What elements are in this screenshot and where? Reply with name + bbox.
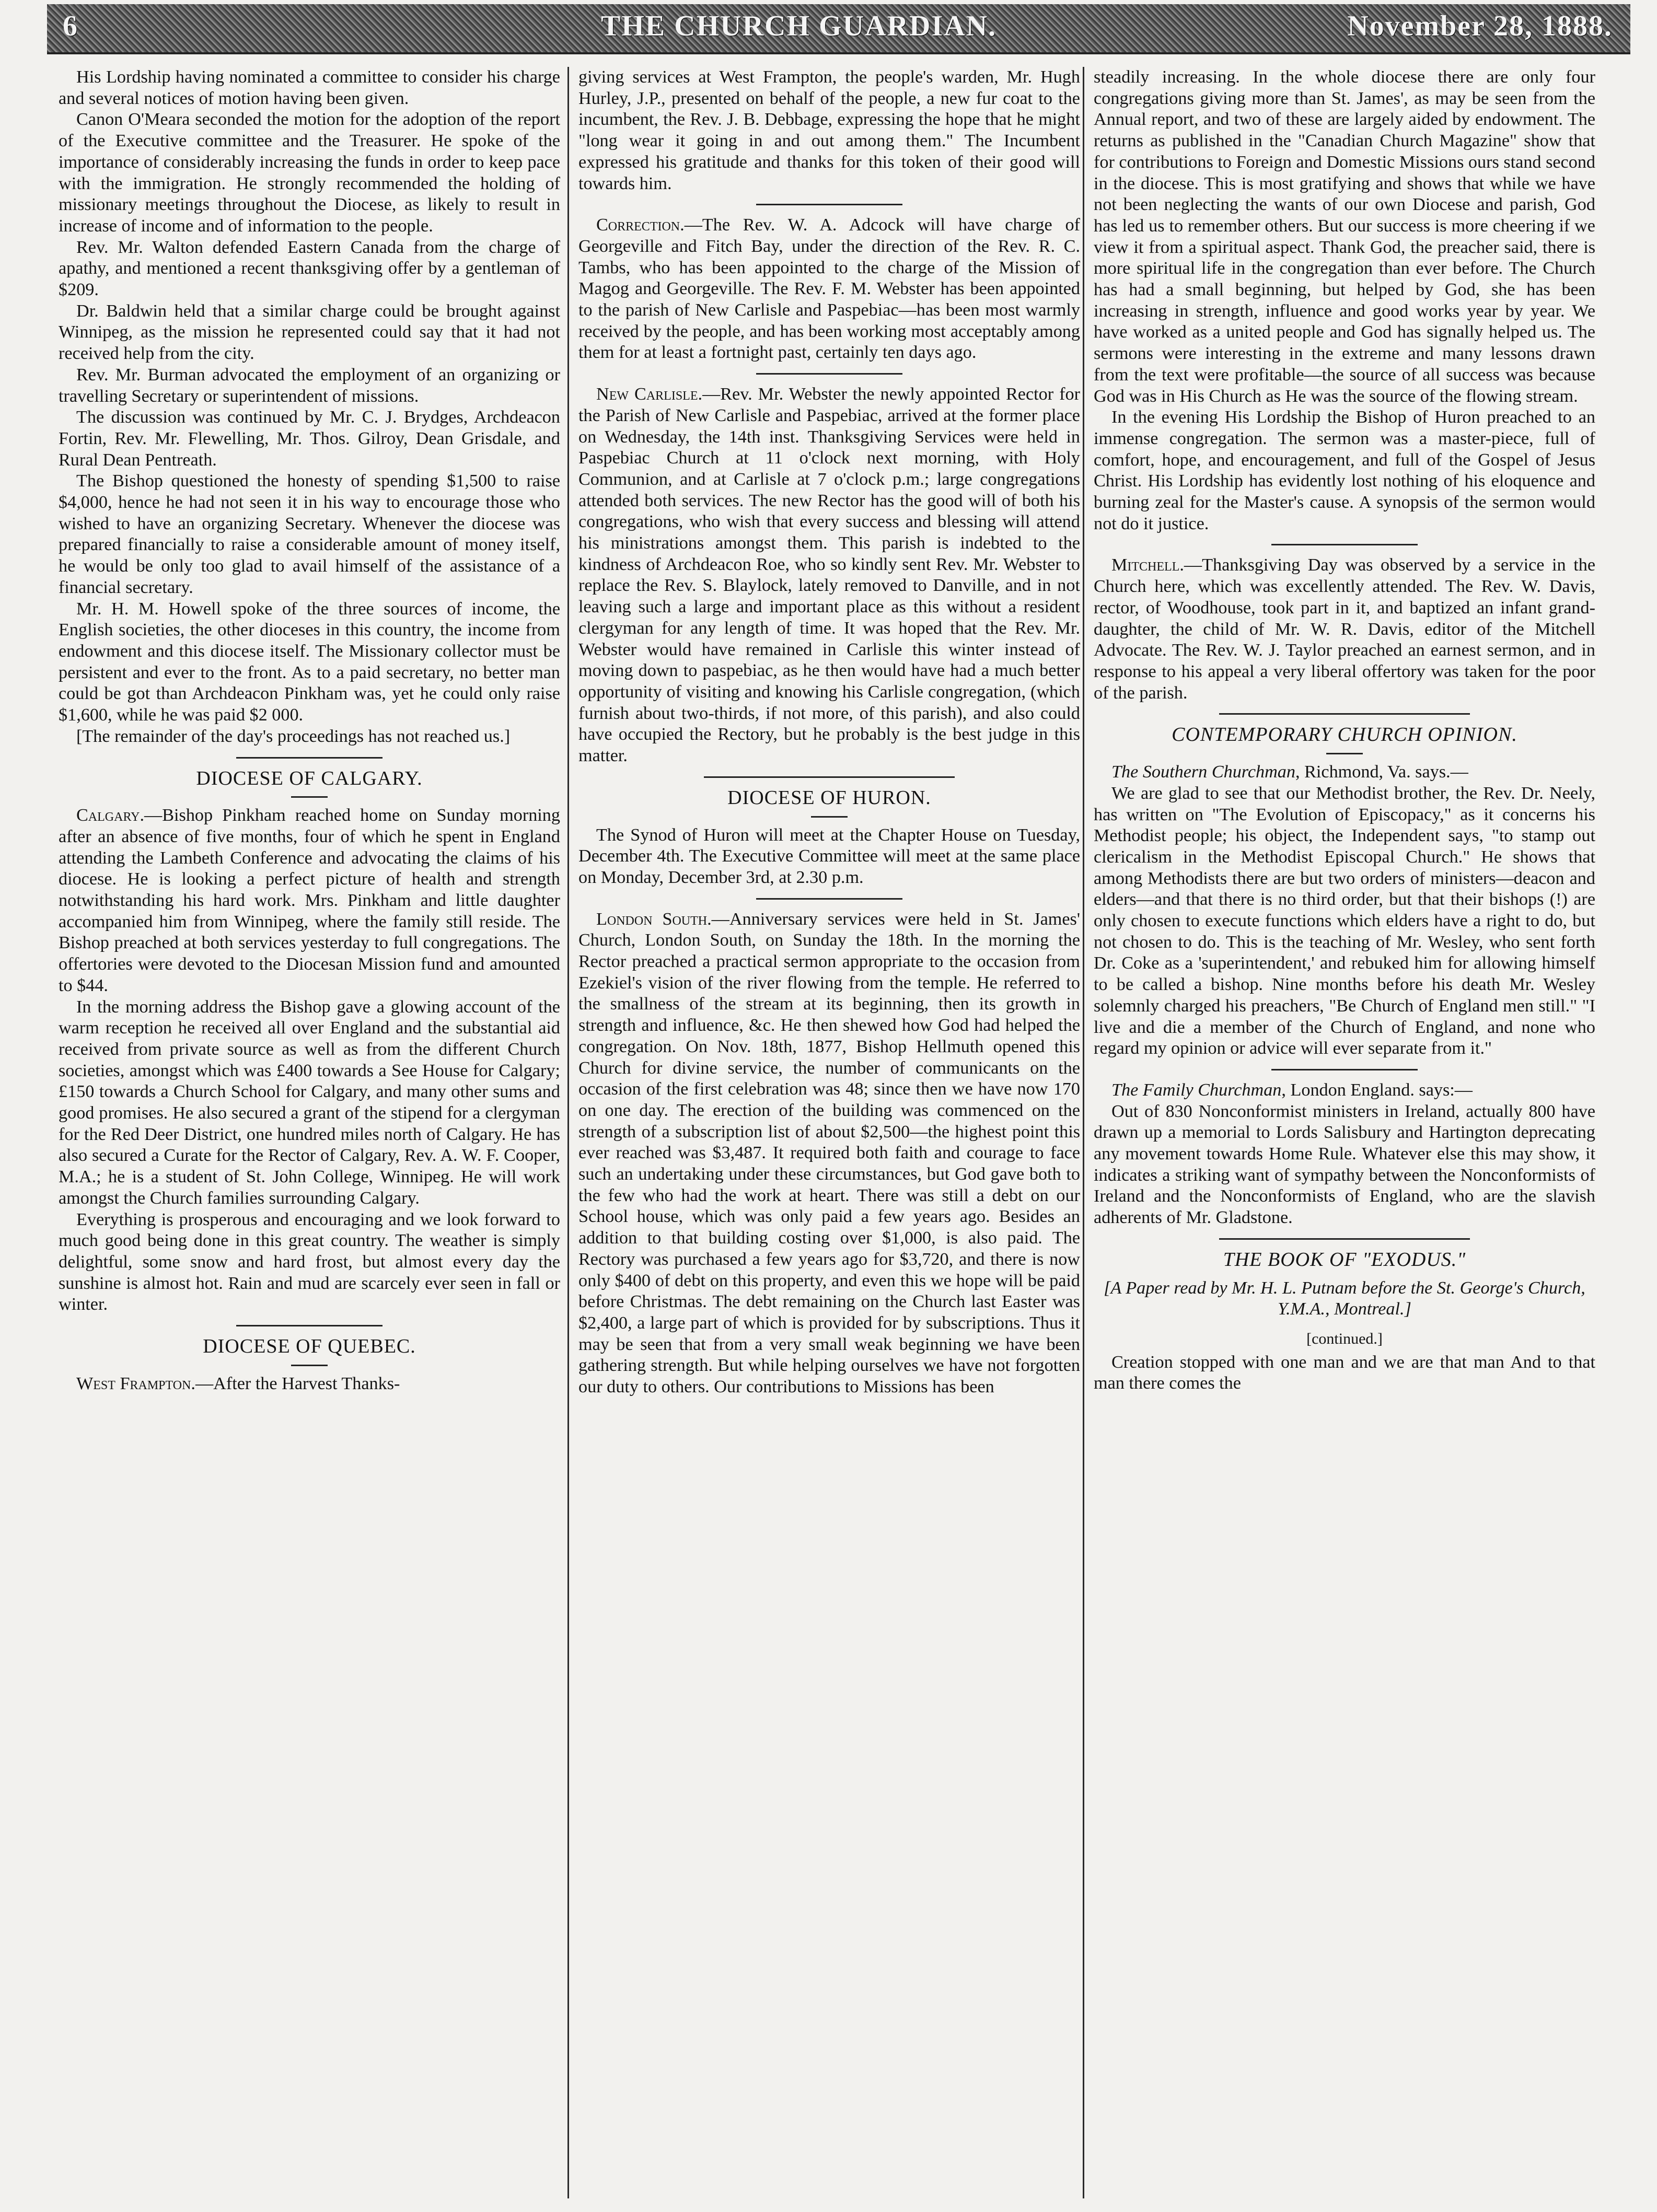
column-rule-2 bbox=[1083, 67, 1084, 2198]
publication-name: The Southern Churchman bbox=[1111, 762, 1295, 782]
paragraph: Dr. Baldwin held that a similar charge could be brought against Winnipeg, as the mission he represented could say that it had not received help from the city. bbox=[59, 301, 560, 364]
paragraph: Everything is prosperous and encouraging and we look forward to much good being done in this great country. The weather is simply delightful, some snow and hard frost, but almost every day the sunshine is almost hot. Rain and mud are scarcely ever seen in fall or winter. bbox=[59, 1209, 560, 1314]
continued-note: [continued.] bbox=[1306, 1330, 1383, 1347]
section-heading-quebec: DIOCESE OF QUEBEC. bbox=[203, 1335, 416, 1358]
section-heading-huron: DIOCESE OF HURON. bbox=[727, 786, 931, 809]
heading-underline bbox=[1326, 753, 1363, 754]
masthead bbox=[47, 4, 1630, 54]
dateline: Calgary. bbox=[76, 806, 145, 825]
dateline: Correction. bbox=[596, 215, 685, 235]
paragraph: West Frampton.—After the Harvest Thanks- bbox=[76, 1373, 400, 1393]
heading-underline bbox=[811, 816, 848, 818]
section-heading-opinion: CONTEMPORARY CHURCH OPINION. bbox=[1172, 724, 1517, 746]
paragraph: Rev. Mr. Walton defended Eastern Canada from the charge of apathy, and mentioned a recent thanksgiving offer by a gentleman of $209. bbox=[59, 237, 560, 300]
paragraph: The Synod of Huron will meet at the Chapter House on Tuesday, December 4th. The Executive Committee will meet at the same place on Monday, December 3rd, at 2.30 p.m. bbox=[578, 825, 1080, 887]
paragraph: In the morning address the Bishop gave a glowing account of the warm reception he received all over England and the substantial aid received from private source as well as from the different Church societies, amongst which was £400 towards a See House for Calgary; £150 towards a Church School for Calgary, and many other sums and good promises. He also secured a grant of the stipend for a clergyman for the Red Deer District, one hundred miles north of Calgary. He has also secured a Curate for the Rector of Calgary, Rev. A. W. F. Cooper, M.A.; he is a student of St. John College, Winnipeg. He will work amongst the Church families surrounding Calgary. bbox=[59, 997, 560, 1208]
column-rule-1 bbox=[567, 67, 569, 2198]
heading-underline bbox=[291, 796, 328, 798]
article-subtitle: [A Paper read by Mr. H. L. Putnam before the St. George's Church, Y.M.A., Montreal.] bbox=[1104, 1278, 1585, 1319]
section-divider bbox=[1271, 544, 1418, 545]
paragraph: Correction.—The Rev. W. A. Adcock will have charge of Georgeville and Fitch Bay, under the direction of the Rev. R. C. Tambs, who has been appointed to the charge of the Mission of Magog and Georgeville. The Rev. F. M. Webster has been appointed to the parish of New Carlisle and Paspebiac—has been most warmly received by the people, and has been working most acceptably among them for at least a fortnight past, certainly ten days ago. bbox=[578, 215, 1080, 363]
paragraph: giving services at West Frampton, the people's warden, Mr. Hugh Hurley, J.P., presented on behalf of the people, a new fur coat to the incumbent, the Rev. J. B. Debbage, expressing the hope that he might "long wear it going in and out among them." The Incumbent expressed his gratitude and thanks for this token of their good will towards him. bbox=[578, 67, 1080, 193]
column-3 bbox=[1094, 67, 1595, 2198]
section-divider bbox=[1219, 1238, 1470, 1240]
issue-date: November 28, 1888. bbox=[1347, 10, 1613, 42]
section-heading-calgary: DIOCESE OF CALGARY. bbox=[196, 767, 423, 789]
paragraph: We are glad to see that our Methodist brother, the Rev. Dr. Neely, has written on "The Evolution of Episcopacy," as it concerns his Methodist people; his object, the Independent says, "to stamp out clericalism in the Methodist Episcopal Church." He shows that among Methodists there are but two orders of ministers—deacon and elders—and that there is no third order, but that their bishops (!) are only chosen to execute functions which elders have a right to do, but not chosen to do. This is the teaching of Mr. Wesley, who sent forth Dr. Coke as a 'superintendent,' and rebuked him for allowing himself to be called a bishop. Nine months before his death Mr. Wesley solemnly charged his preachers, "Be Church of England men still." "I live and die a member of the Church of England, and none who regard my opinion or advice will ever separate from it." bbox=[1094, 783, 1595, 1058]
column-1 bbox=[59, 67, 560, 2198]
paragraph: New Carlisle.—Rev. Mr. Webster the newly appointed Rector for the Parish of New Carlisle and Paspebiac, arrived at the former place on Wednesday, the 14th inst. Thanksgiving Services were held in Paspebiac Church at 11 o'clock next morning, with Holy Communion, and at Carlisle at 7 o'clock p.m.; large congregations attended both services. The new Rector has the good will of both his congregations, who wish that every success and blessing will attend his ministrations amongst them. This parish is indebted to the kindness of Archdeacon Roe, who so kindly sent Rev. Mr. Webster to replace the Rev. S. Blaylock, lately removed to Danville, and in not leaving such a large and important place as this without a resident clergyman for any length of time. It was hoped that the Rev. Mr. Webster would have remained in Carlisle this winter instead of moving down to paspebiac, as he then would have had a much better opportunity of visiting and knowing his Carlisle congregation, (which furnish about two-thirds, if not more, of this parish), and also could have occupied the Rectory, but he probably is the best judge in this matter. bbox=[578, 385, 1080, 766]
paragraph: Mitchell.—Thanksgiving Day was observed by a service in the Church here, which was excellently attended. The Rev. W. Davis, rector, of Woodhouse, took part in it, and baptized an infant grand-daughter, the child of Mr. W. R. Davis, editor of the Mitchell Advocate. The Rev. W. J. Taylor preached an earnest sermon, and in response to his appeal a very liberal offertory was taken for the poor of the parish. bbox=[1094, 555, 1595, 703]
paragraph: In the evening His Lordship the Bishop of Huron preached to an immense congregation. The sermon was a master-piece, full of comfort, hope, and encouragement, and full of the Gospel of Jesus Christ. His Lordship has evidently lost nothing of his eloquence and burning zeal for the Master's cause. A synopsis of the sermon would not do it justice. bbox=[1094, 408, 1595, 533]
section-divider bbox=[756, 373, 902, 375]
column-2 bbox=[578, 67, 1080, 2198]
paragraph: Rev. Mr. Burman advocated the employment of an organizing or travelling Secretary or superintendent of missions. bbox=[59, 365, 560, 406]
section-divider bbox=[1271, 1069, 1418, 1070]
paragraph: His Lordship having nominated a committee to consider his charge and several notices of motion having been given. bbox=[59, 67, 560, 108]
section-divider bbox=[756, 898, 902, 900]
page-number: 6 bbox=[63, 10, 78, 42]
section-divider bbox=[704, 776, 955, 778]
dateline: London South. bbox=[596, 909, 712, 929]
paragraph: Out of 830 Nonconformist ministers in Ireland, actually 800 have drawn up a memorial to Lords Salisbury and Hartington deprecating any movement towards Home Rule. Whatever else this may show, it indicates a striking want of sympathy between the Nonconformists of Ireland and the Nonconformists of England, who are the slavish adherents of Mr. Gladstone. bbox=[1094, 1101, 1595, 1228]
section-divider bbox=[236, 1325, 383, 1326]
heading-underline bbox=[291, 1365, 328, 1366]
paragraph: Creation stopped with one man and we are that man And to that man there comes the bbox=[1094, 1352, 1595, 1393]
paragraph: The Bishop questioned the honesty of spending $1,500 to raise $4,000, hence he had not seen it in his way to encourage those who wished to have an organizing Secretary. Whenever the diocese was prepared financially to raise a considerable amount of money itself, he would be only too glad to avail himself of the assistance of a financial secretary. bbox=[59, 471, 560, 597]
section-divider bbox=[236, 757, 383, 759]
section-divider bbox=[756, 204, 902, 205]
publication-name: The Family Churchman bbox=[1111, 1080, 1282, 1100]
newspaper-title: THE CHURCH GUARDIAN. bbox=[601, 10, 997, 42]
dateline: Mitchell. bbox=[1111, 555, 1184, 575]
dateline: West Frampton. bbox=[76, 1373, 195, 1393]
paragraph: [The remainder of the day's proceedings has not reached us.] bbox=[76, 726, 511, 746]
paragraph: Mr. H. M. Howell spoke of the three sources of income, the English societies, the other dioceses in this country, the income from endowment and this diocese itself. The Missionary collector must be persistent and ever to the front. As to a paid secretary, no better man could be got than Archdeacon Pinkham was, yet he could only raise $1,600, while he was paid $2 000. bbox=[59, 599, 560, 725]
paragraph: London South.—Anniversary services were held in St. James' Church, London South, on Sunday the 18th. In the morning the Rector preached a practical sermon appropriate to the occasion from Ezekiel's vision of the river flowing from the temple. He referred to the smallness of the stream at its beginning, then its growth in strength and influence, &c. He then shewed how God had helped the congregation. On Nov. 18th, 1877, Bishop Hellmuth opened this Church for divine service, the number of communicants on the occasion of the first celebration was 48; since then we have now 170 on one day. The erection of the building was commenced on the strength of a subscription list of about $2,500—the highest point this ever reached was $3,487. It required both faith and courage to face such an undertaking under these circumstances, but God gave both to the few who had the work at heart. There was still a debt on our School house, which was only paid a few years ago. Besides an addition to that building costing over $1,000, is also paid. The Rectory was purchased a few years ago for $3,720, and there is now only $400 of debt on this property, and even this we hope will be paid before Christmas. The debt remaining on the Church last Easter was $2,400, a large part of which is provided for by subscriptions. Thus it may be seen that from a very small weak beginning we have been gathering strength. But while helping ourselves we have not forgotten our duty to others. Our contributions to Missions has been bbox=[578, 909, 1080, 1397]
paragraph: steadily increasing. In the whole diocese there are only four congregations giving more than St. James', as may be seen from the Annual report, and two of these are largely aided by endowment. The returns as published in the "Canadian Church Magazine" show that for contributions to Foreign and Domestic Missions ours stand second in the diocese. This is most gratifying and shows that while we have not been neglecting the wants of our own Diocese and parish, God has led us to remember others. But our success is more cheering if we view it from a spiritual aspect. Thank God, the preacher said, there is more spiritual life in the congregation than ever before. The Church has had a small beginning, but helped by God, she has been increasing in strength, influence and good works year by year. We have worked as a united people and God has signally helped us. The sermons were interesting in the extreme and many lessons drawn from the text were profitable—the source of all success was because God was in His Church as He was the source of the flowing stream. bbox=[1094, 67, 1595, 406]
section-heading-exodus: THE BOOK OF "EXODUS." bbox=[1223, 1248, 1466, 1271]
paragraph: Calgary.—Bishop Pinkham reached home on Sunday morning after an absence of five months, four of which he spent in England attending the Lambeth Conference and advocating the claims of his diocese. He is looking a perfect picture of health and strength notwithstanding his hard work. Mrs. Pinkham and little daughter accompanied him from Winnipeg, where the family still reside. The Bishop preached at both services yesterday to full congregations. The offertories were devoted to the Diocesan Mission fund and amounted to $44. bbox=[59, 806, 560, 995]
paragraph: The Family Churchman, London England. says:— bbox=[1111, 1080, 1473, 1100]
paragraph: Canon O'Meara seconded the motion for the adoption of the report of the Executive committee and the Treasurer. He spoke of the importance of considerably increasing the funds in order to keep pace with the immigration. He strongly recommended the holding of missionary meetings throughout the Diocese, as likely to result in increase of income and of information to the people. bbox=[59, 110, 560, 236]
dateline: New Carlisle. bbox=[596, 385, 703, 404]
section-divider bbox=[1219, 713, 1470, 715]
paragraph: The Southern Churchman, Richmond, Va. says.— bbox=[1111, 762, 1468, 782]
paragraph: The discussion was continued by Mr. C. J. Brydges, Archdeacon Fortin, Rev. Mr. Flewelling, Mr. Thos. Gilroy, Dean Grisdale, and Rural Dean Pentreath. bbox=[59, 408, 560, 470]
